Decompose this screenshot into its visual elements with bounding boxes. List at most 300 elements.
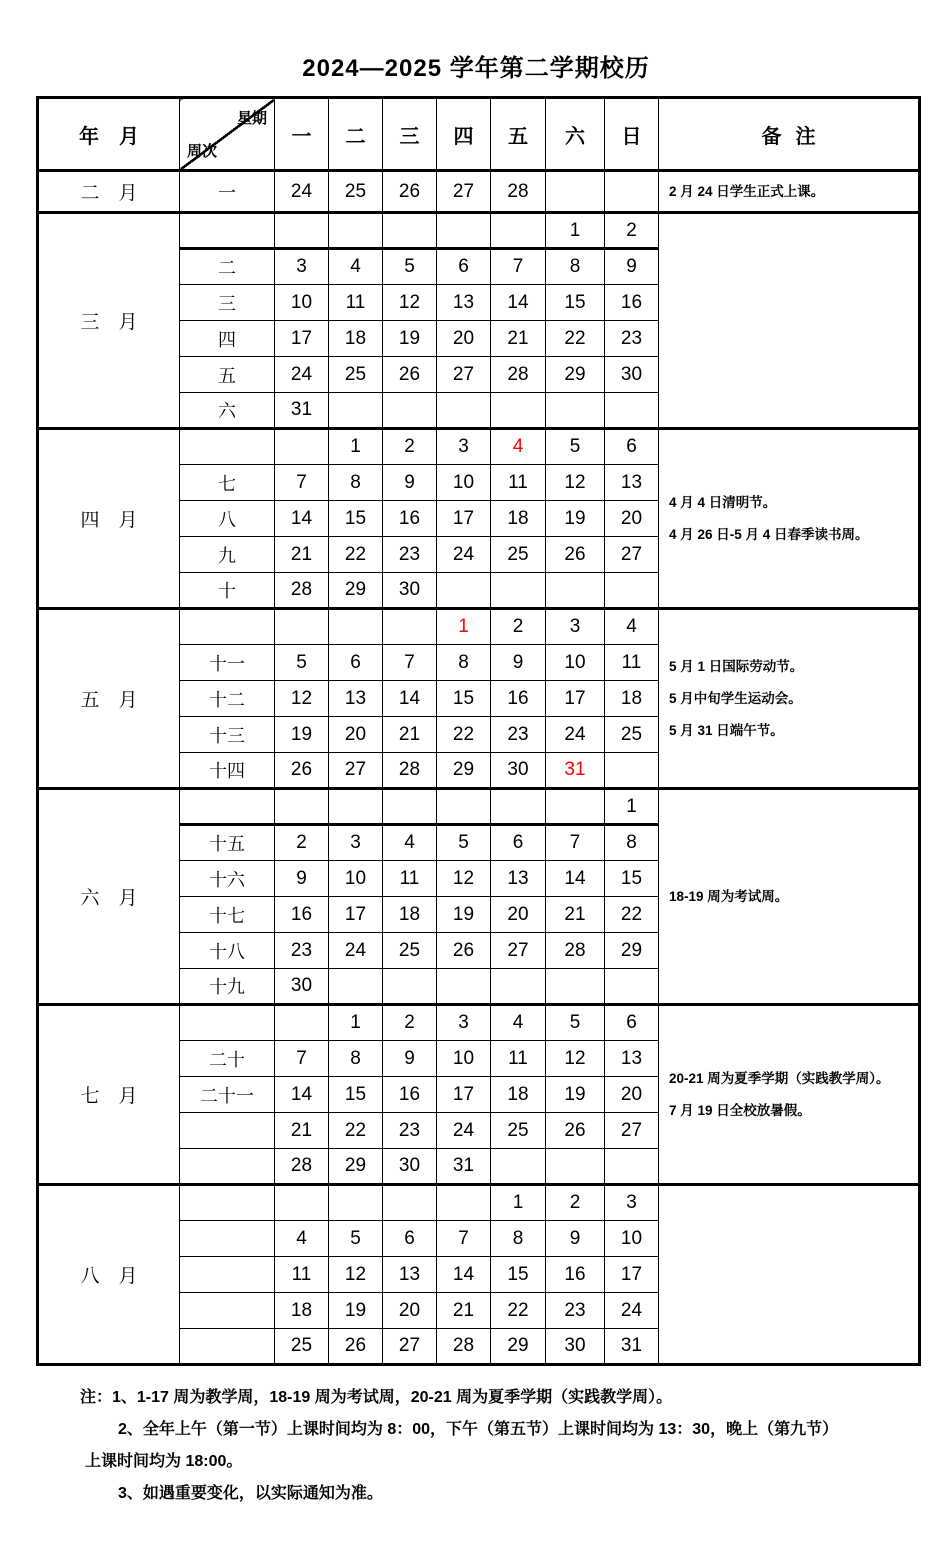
date-cell: 24 bbox=[275, 357, 329, 393]
date-cell: 18 bbox=[605, 681, 659, 717]
date-cell bbox=[329, 609, 383, 645]
date-cell: 16 bbox=[275, 897, 329, 933]
date-cell: 14 bbox=[383, 681, 437, 717]
date-cell bbox=[275, 789, 329, 825]
remarks-cell bbox=[659, 789, 920, 1005]
date-cell: 21 bbox=[546, 897, 605, 933]
date-cell bbox=[437, 213, 491, 249]
date-cell: 21 bbox=[383, 717, 437, 753]
date-cell: 9 bbox=[605, 249, 659, 285]
date-cell: 2 bbox=[383, 429, 437, 465]
date-cell: 28 bbox=[437, 1329, 491, 1365]
date-cell: 20 bbox=[491, 897, 546, 933]
date-cell: 10 bbox=[329, 861, 383, 897]
date-cell: 13 bbox=[605, 465, 659, 501]
date-cell: 15 bbox=[437, 681, 491, 717]
date-cell: 12 bbox=[546, 1041, 605, 1077]
date-cell: 25 bbox=[491, 537, 546, 573]
date-cell: 16 bbox=[546, 1257, 605, 1293]
date-cell: 23 bbox=[491, 717, 546, 753]
footnote-line: 3、如遇重要变化，以实际通知为准。 bbox=[118, 1485, 383, 1502]
calendar-row bbox=[38, 171, 920, 213]
date-cell: 4 bbox=[275, 1221, 329, 1257]
date-cell: 24 bbox=[275, 171, 329, 213]
date-cell: 1 bbox=[329, 429, 383, 465]
date-cell: 27 bbox=[383, 1329, 437, 1365]
date-cell: 29 bbox=[329, 1149, 383, 1185]
date-cell: 22 bbox=[329, 1113, 383, 1149]
date-cell: 14 bbox=[491, 285, 546, 321]
date-cell: 27 bbox=[329, 753, 383, 789]
calendar-row bbox=[38, 1005, 920, 1041]
date-cell: 8 bbox=[605, 825, 659, 861]
date-cell: 29 bbox=[437, 753, 491, 789]
calendar-row bbox=[38, 789, 920, 825]
date-cell: 15 bbox=[329, 1077, 383, 1113]
date-cell: 27 bbox=[605, 537, 659, 573]
remark-line: 5 月 31 日端午节。 bbox=[669, 723, 784, 738]
date-cell: 12 bbox=[383, 285, 437, 321]
header-year-month: 年 月 bbox=[38, 98, 180, 171]
date-cell bbox=[491, 1149, 546, 1185]
date-cell bbox=[275, 609, 329, 645]
date-cell: 30 bbox=[491, 753, 546, 789]
date-cell: 2 bbox=[275, 825, 329, 861]
date-cell bbox=[329, 1185, 383, 1221]
week-number-cell bbox=[180, 1221, 275, 1257]
date-cell: 14 bbox=[437, 1257, 491, 1293]
date-cell: 4 bbox=[329, 249, 383, 285]
date-cell bbox=[275, 1185, 329, 1221]
date-cell: 19 bbox=[275, 717, 329, 753]
date-cell: 30 bbox=[546, 1329, 605, 1365]
date-cell: 30 bbox=[275, 969, 329, 1005]
date-cell: 13 bbox=[437, 285, 491, 321]
week-number-cell: 十六 bbox=[180, 861, 275, 897]
calendar-row bbox=[38, 609, 920, 645]
date-cell: 11 bbox=[491, 465, 546, 501]
date-cell: 19 bbox=[329, 1293, 383, 1329]
date-cell: 28 bbox=[383, 753, 437, 789]
date-cell: 9 bbox=[383, 1041, 437, 1077]
date-cell: 26 bbox=[275, 753, 329, 789]
date-cell: 23 bbox=[605, 321, 659, 357]
header-row bbox=[38, 98, 920, 171]
date-cell: 6 bbox=[329, 645, 383, 681]
date-cell: 22 bbox=[437, 717, 491, 753]
date-cell: 31 bbox=[605, 1329, 659, 1365]
date-cell: 19 bbox=[383, 321, 437, 357]
date-cell: 29 bbox=[546, 357, 605, 393]
date-cell bbox=[546, 393, 605, 429]
month-cell: 二 月 bbox=[38, 171, 180, 213]
date-cell: 4 bbox=[605, 609, 659, 645]
date-cell bbox=[383, 1185, 437, 1221]
month-cell: 三 月 bbox=[38, 213, 180, 429]
date-cell: 5 bbox=[275, 645, 329, 681]
date-cell: 19 bbox=[546, 501, 605, 537]
header-weeknumber-label: 周次 bbox=[187, 143, 218, 160]
date-cell: 25 bbox=[605, 717, 659, 753]
date-cell: 11 bbox=[605, 645, 659, 681]
date-cell: 28 bbox=[491, 357, 546, 393]
header-week-weekday-diagonal-cell bbox=[180, 98, 275, 171]
date-cell: 6 bbox=[605, 429, 659, 465]
remark-line: 4 月 4 日清明节。 bbox=[669, 495, 777, 510]
date-cell: 14 bbox=[275, 501, 329, 537]
date-cell bbox=[491, 393, 546, 429]
date-cell: 21 bbox=[275, 537, 329, 573]
month-cell: 七 月 bbox=[38, 1005, 180, 1185]
date-cell: 11 bbox=[383, 861, 437, 897]
header-weekday-label: 星期 bbox=[236, 110, 267, 127]
remarks-cell bbox=[659, 1005, 920, 1185]
date-cell: 13 bbox=[605, 1041, 659, 1077]
date-cell bbox=[546, 171, 605, 213]
date-cell: 5 bbox=[437, 825, 491, 861]
date-cell: 15 bbox=[605, 861, 659, 897]
day-header-sat: 六 bbox=[546, 98, 605, 171]
date-cell: 29 bbox=[491, 1329, 546, 1365]
date-cell: 7 bbox=[275, 1041, 329, 1077]
date-cell bbox=[605, 969, 659, 1005]
date-cell: 13 bbox=[383, 1257, 437, 1293]
date-cell: 17 bbox=[437, 501, 491, 537]
date-cell bbox=[437, 573, 491, 609]
date-cell bbox=[383, 609, 437, 645]
date-cell: 3 bbox=[546, 609, 605, 645]
date-cell: 13 bbox=[329, 681, 383, 717]
date-cell: 1 bbox=[546, 213, 605, 249]
date-cell: 8 bbox=[546, 249, 605, 285]
date-cell: 20 bbox=[329, 717, 383, 753]
date-cell: 7 bbox=[275, 465, 329, 501]
date-cell: 26 bbox=[546, 537, 605, 573]
date-cell bbox=[491, 213, 546, 249]
date-cell bbox=[437, 969, 491, 1005]
date-cell: 10 bbox=[546, 645, 605, 681]
date-cell: 2 bbox=[383, 1005, 437, 1041]
week-number-cell bbox=[180, 429, 275, 465]
date-cell: 6 bbox=[437, 249, 491, 285]
date-cell: 17 bbox=[546, 681, 605, 717]
date-cell: 16 bbox=[383, 501, 437, 537]
remarks-cell bbox=[659, 213, 920, 429]
week-number-cell bbox=[180, 1113, 275, 1149]
date-cell: 23 bbox=[546, 1293, 605, 1329]
date-cell: 30 bbox=[383, 1149, 437, 1185]
date-cell: 14 bbox=[275, 1077, 329, 1113]
week-number-cell bbox=[180, 1149, 275, 1185]
date-cell: 24 bbox=[546, 717, 605, 753]
week-number-cell: 三 bbox=[180, 285, 275, 321]
date-cell: 22 bbox=[546, 321, 605, 357]
remarks-cell bbox=[659, 1185, 920, 1365]
date-cell: 9 bbox=[546, 1221, 605, 1257]
date-cell: 18 bbox=[329, 321, 383, 357]
date-cell: 1 bbox=[437, 609, 491, 645]
date-cell: 18 bbox=[491, 501, 546, 537]
date-cell: 21 bbox=[491, 321, 546, 357]
date-cell: 15 bbox=[329, 501, 383, 537]
date-cell bbox=[329, 969, 383, 1005]
month-cell: 四 月 bbox=[38, 429, 180, 609]
date-cell: 26 bbox=[546, 1113, 605, 1149]
date-cell bbox=[546, 789, 605, 825]
date-cell: 7 bbox=[437, 1221, 491, 1257]
date-cell bbox=[383, 213, 437, 249]
date-cell: 13 bbox=[491, 861, 546, 897]
date-cell: 19 bbox=[546, 1077, 605, 1113]
date-cell bbox=[605, 171, 659, 213]
date-cell: 31 bbox=[275, 393, 329, 429]
calendar-row bbox=[38, 1185, 920, 1221]
week-number-cell bbox=[180, 213, 275, 249]
week-number-cell: 一 bbox=[180, 171, 275, 213]
date-cell bbox=[437, 789, 491, 825]
date-cell: 24 bbox=[329, 933, 383, 969]
week-number-cell: 十九 bbox=[180, 969, 275, 1005]
date-cell bbox=[329, 213, 383, 249]
date-cell: 26 bbox=[329, 1329, 383, 1365]
date-cell: 3 bbox=[605, 1185, 659, 1221]
date-cell bbox=[605, 573, 659, 609]
remark-line: 20-21 周为夏季学期（实践教学周）。 bbox=[669, 1071, 890, 1086]
week-number-cell: 五 bbox=[180, 357, 275, 393]
date-cell: 28 bbox=[275, 573, 329, 609]
week-number-cell: 十七 bbox=[180, 897, 275, 933]
date-cell: 20 bbox=[605, 1077, 659, 1113]
date-cell: 23 bbox=[383, 1113, 437, 1149]
week-number-cell: 十二 bbox=[180, 681, 275, 717]
date-cell bbox=[546, 1149, 605, 1185]
date-cell: 25 bbox=[383, 933, 437, 969]
month-cell: 八 月 bbox=[38, 1185, 180, 1365]
date-cell: 7 bbox=[383, 645, 437, 681]
date-cell: 17 bbox=[605, 1257, 659, 1293]
date-cell: 1 bbox=[329, 1005, 383, 1041]
day-header-tue: 二 bbox=[329, 98, 383, 171]
date-cell: 8 bbox=[437, 645, 491, 681]
date-cell: 7 bbox=[546, 825, 605, 861]
date-cell: 29 bbox=[329, 573, 383, 609]
date-cell: 23 bbox=[275, 933, 329, 969]
date-cell: 12 bbox=[275, 681, 329, 717]
date-cell: 21 bbox=[275, 1113, 329, 1149]
date-cell bbox=[275, 213, 329, 249]
date-cell: 15 bbox=[546, 285, 605, 321]
week-number-cell: 十三 bbox=[180, 717, 275, 753]
date-cell: 22 bbox=[605, 897, 659, 933]
date-cell: 3 bbox=[437, 1005, 491, 1041]
date-cell: 12 bbox=[437, 861, 491, 897]
week-number-cell: 十 bbox=[180, 573, 275, 609]
week-number-cell: 九 bbox=[180, 537, 275, 573]
week-number-cell: 二十 bbox=[180, 1041, 275, 1077]
day-header-thu: 四 bbox=[437, 98, 491, 171]
date-cell bbox=[329, 393, 383, 429]
date-cell: 27 bbox=[437, 171, 491, 213]
date-cell: 25 bbox=[491, 1113, 546, 1149]
date-cell: 8 bbox=[491, 1221, 546, 1257]
date-cell: 17 bbox=[329, 897, 383, 933]
date-cell bbox=[605, 1149, 659, 1185]
date-cell: 5 bbox=[383, 249, 437, 285]
week-number-cell: 十一 bbox=[180, 645, 275, 681]
date-cell: 26 bbox=[383, 171, 437, 213]
remark-line: 5 月 1 日国际劳动节。 bbox=[669, 659, 804, 674]
week-number-cell bbox=[180, 1329, 275, 1365]
remark-line: 4 月 26 日-5 月 4 日春季读书周。 bbox=[669, 527, 869, 542]
date-cell: 19 bbox=[437, 897, 491, 933]
date-cell: 8 bbox=[329, 465, 383, 501]
date-cell: 7 bbox=[491, 249, 546, 285]
month-cell: 六 月 bbox=[38, 789, 180, 1005]
date-cell: 23 bbox=[383, 537, 437, 573]
date-cell: 5 bbox=[329, 1221, 383, 1257]
date-cell: 29 bbox=[605, 933, 659, 969]
date-cell: 10 bbox=[605, 1221, 659, 1257]
date-cell: 28 bbox=[546, 933, 605, 969]
date-cell: 12 bbox=[329, 1257, 383, 1293]
date-cell: 28 bbox=[275, 1149, 329, 1185]
date-cell: 20 bbox=[437, 321, 491, 357]
week-number-cell: 七 bbox=[180, 465, 275, 501]
date-cell bbox=[605, 393, 659, 429]
date-cell: 2 bbox=[491, 609, 546, 645]
date-cell: 28 bbox=[491, 171, 546, 213]
footnote-line: 上课时间均为 18:00。 bbox=[85, 1453, 243, 1470]
date-cell bbox=[275, 429, 329, 465]
date-cell: 27 bbox=[491, 933, 546, 969]
date-cell: 1 bbox=[491, 1185, 546, 1221]
week-number-cell bbox=[180, 789, 275, 825]
date-cell: 10 bbox=[437, 465, 491, 501]
date-cell: 10 bbox=[275, 285, 329, 321]
date-cell: 22 bbox=[329, 537, 383, 573]
remark-line: 7 月 19 日全校放暑假。 bbox=[669, 1103, 811, 1118]
date-cell: 3 bbox=[329, 825, 383, 861]
date-cell: 5 bbox=[546, 429, 605, 465]
date-cell: 6 bbox=[491, 825, 546, 861]
date-cell: 24 bbox=[437, 537, 491, 573]
week-number-cell bbox=[180, 609, 275, 645]
week-number-cell bbox=[180, 1257, 275, 1293]
remarks-cell bbox=[659, 429, 920, 609]
date-cell: 18 bbox=[383, 897, 437, 933]
remark-line: 5 月中旬学生运动会。 bbox=[669, 691, 802, 706]
calendar-body bbox=[38, 171, 920, 1365]
school-calendar-table bbox=[36, 96, 921, 1366]
date-cell: 25 bbox=[329, 171, 383, 213]
header-remarks: 备注 bbox=[659, 98, 920, 171]
week-number-cell: 二 bbox=[180, 249, 275, 285]
date-cell: 27 bbox=[605, 1113, 659, 1149]
week-number-cell: 十八 bbox=[180, 933, 275, 969]
date-cell: 6 bbox=[383, 1221, 437, 1257]
footnote-line: 注：1、1-17 周为教学周，18-19 周为考试周，20-21 周为夏季学期（实践教学周）。 bbox=[80, 1389, 673, 1406]
date-cell: 16 bbox=[605, 285, 659, 321]
date-cell: 11 bbox=[275, 1257, 329, 1293]
day-header-mon: 一 bbox=[275, 98, 329, 171]
date-cell: 31 bbox=[546, 753, 605, 789]
date-cell: 25 bbox=[329, 357, 383, 393]
date-cell: 1 bbox=[605, 789, 659, 825]
page-title: 2024—2025 学年第二学期校历 bbox=[302, 55, 650, 82]
date-cell bbox=[491, 969, 546, 1005]
date-cell: 24 bbox=[605, 1293, 659, 1329]
week-number-cell bbox=[180, 1293, 275, 1329]
date-cell: 9 bbox=[275, 861, 329, 897]
date-cell: 31 bbox=[437, 1149, 491, 1185]
date-cell: 9 bbox=[491, 645, 546, 681]
date-cell: 30 bbox=[383, 573, 437, 609]
week-number-cell: 八 bbox=[180, 501, 275, 537]
week-number-cell: 四 bbox=[180, 321, 275, 357]
date-cell: 27 bbox=[437, 357, 491, 393]
date-cell: 20 bbox=[605, 501, 659, 537]
date-cell bbox=[383, 789, 437, 825]
day-header-sun: 日 bbox=[605, 98, 659, 171]
date-cell: 15 bbox=[491, 1257, 546, 1293]
date-cell: 18 bbox=[275, 1293, 329, 1329]
date-cell: 4 bbox=[383, 825, 437, 861]
date-cell: 6 bbox=[605, 1005, 659, 1041]
week-number-cell bbox=[180, 1005, 275, 1041]
date-cell bbox=[275, 1005, 329, 1041]
date-cell: 20 bbox=[383, 1293, 437, 1329]
calendar-row bbox=[38, 429, 920, 465]
date-cell: 26 bbox=[437, 933, 491, 969]
date-cell bbox=[437, 393, 491, 429]
remark-line: 2 月 24 日学生正式上课。 bbox=[669, 184, 825, 199]
month-cell: 五 月 bbox=[38, 609, 180, 789]
date-cell: 16 bbox=[383, 1077, 437, 1113]
date-cell: 3 bbox=[275, 249, 329, 285]
date-cell: 3 bbox=[437, 429, 491, 465]
date-cell bbox=[546, 573, 605, 609]
remarks-cell bbox=[659, 609, 920, 789]
week-number-cell: 十五 bbox=[180, 825, 275, 861]
date-cell: 26 bbox=[383, 357, 437, 393]
date-cell bbox=[546, 969, 605, 1005]
date-cell bbox=[437, 1185, 491, 1221]
footnote-line: 2、全年上午（第一节）上课时间均为 8：00，下午（第五节）上课时间均为 13：30，晚上（第九节） bbox=[118, 1421, 839, 1438]
date-cell: 22 bbox=[491, 1293, 546, 1329]
date-cell: 17 bbox=[275, 321, 329, 357]
date-cell: 17 bbox=[437, 1077, 491, 1113]
date-cell: 30 bbox=[605, 357, 659, 393]
date-cell: 11 bbox=[329, 285, 383, 321]
date-cell bbox=[383, 969, 437, 1005]
date-cell: 12 bbox=[546, 465, 605, 501]
date-cell: 16 bbox=[491, 681, 546, 717]
week-number-cell: 六 bbox=[180, 393, 275, 429]
day-header-fri: 五 bbox=[491, 98, 546, 171]
calendar-row bbox=[38, 213, 920, 249]
remarks-cell bbox=[659, 171, 920, 213]
date-cell bbox=[491, 789, 546, 825]
date-cell: 10 bbox=[437, 1041, 491, 1077]
date-cell: 5 bbox=[546, 1005, 605, 1041]
date-cell: 2 bbox=[605, 213, 659, 249]
date-cell: 4 bbox=[491, 429, 546, 465]
date-cell bbox=[383, 393, 437, 429]
footnotes bbox=[80, 1388, 910, 1516]
remark-line: 18-19 周为考试周。 bbox=[669, 889, 789, 904]
date-cell: 9 bbox=[383, 465, 437, 501]
day-header-wed: 三 bbox=[383, 98, 437, 171]
